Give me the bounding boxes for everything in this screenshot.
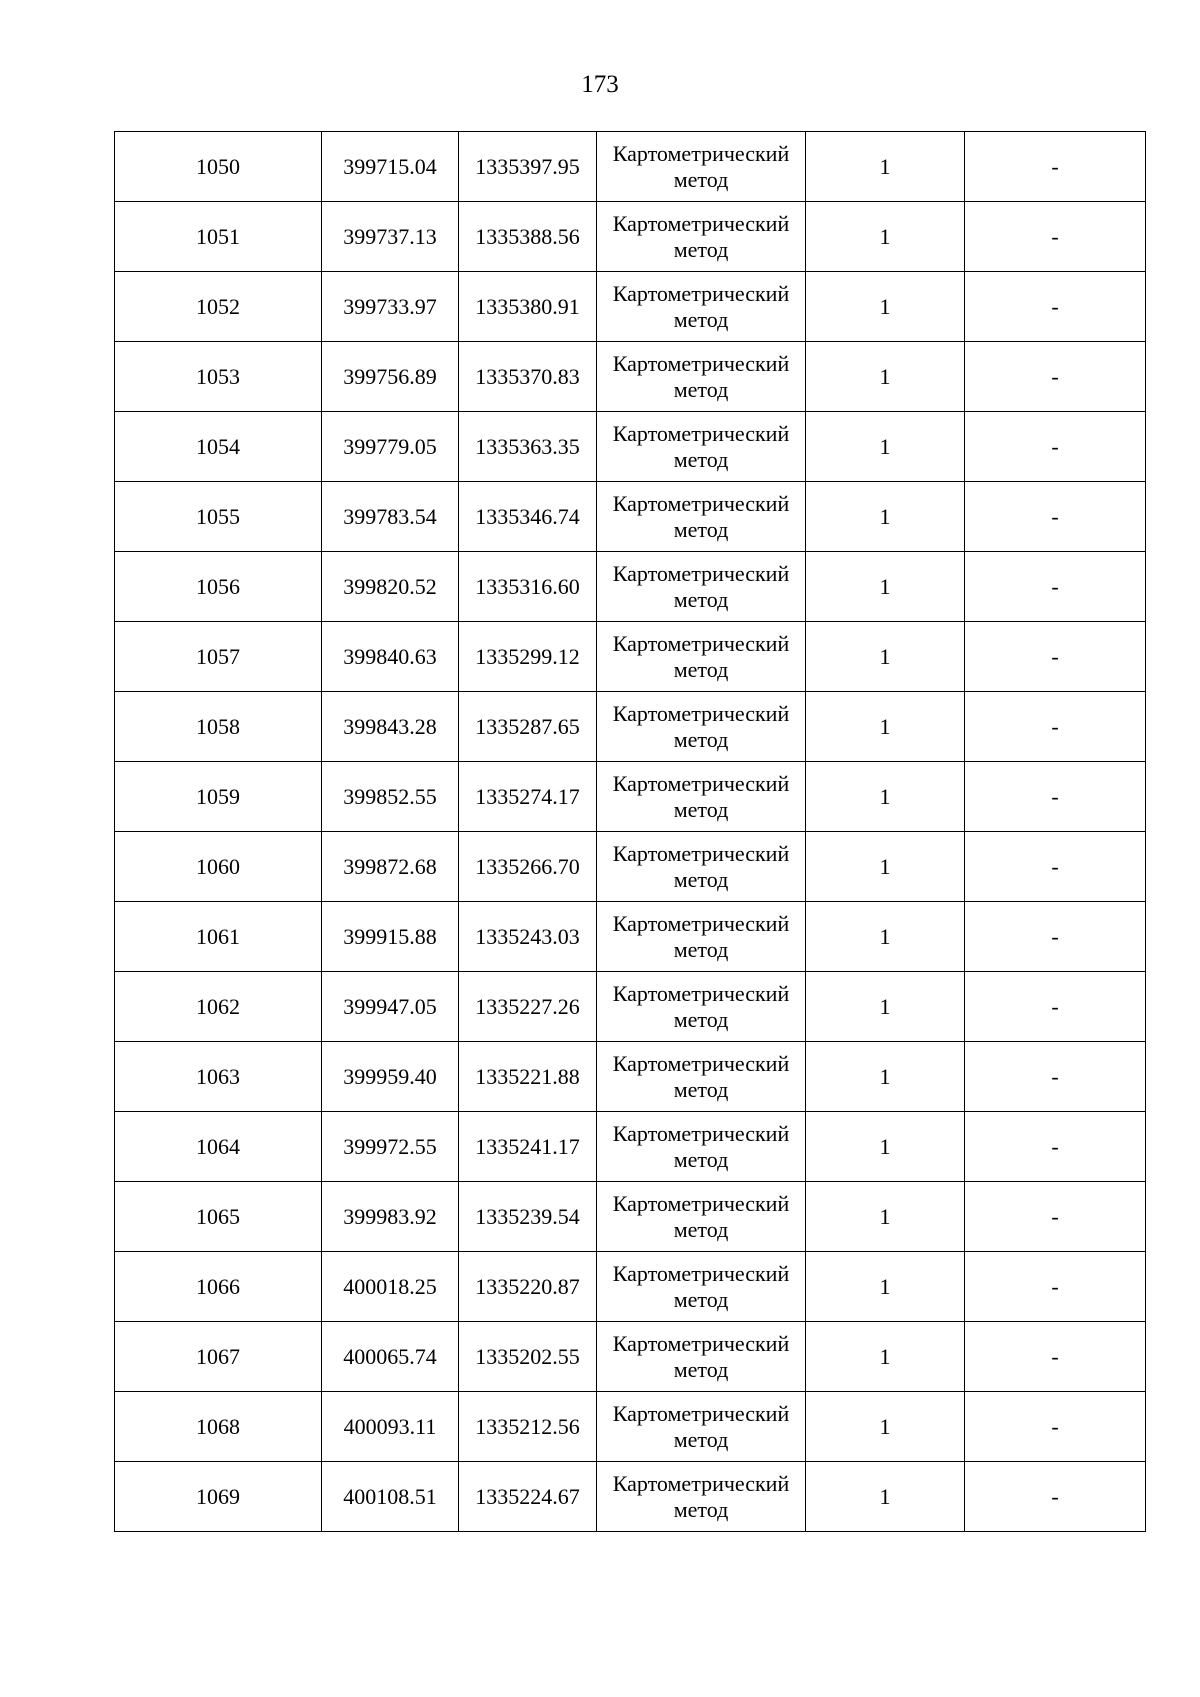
cell-point-number: 1051 <box>115 202 322 272</box>
cell-method <box>597 552 806 622</box>
method-line-1: Картометрический <box>612 1400 790 1426</box>
cell-method <box>597 692 806 762</box>
cell-x-coordinate: 399779.05 <box>322 412 459 482</box>
table-row <box>115 972 1146 1042</box>
cell-note: - <box>965 1252 1146 1322</box>
table-row <box>115 1322 1146 1392</box>
cell-accuracy: 1 <box>806 1252 965 1322</box>
method-line-1: Картометрический <box>612 560 790 586</box>
cell-method <box>597 1392 806 1462</box>
method-line-2: метод <box>673 1146 729 1172</box>
method-line-2: метод <box>673 236 729 262</box>
cell-accuracy: 1 <box>806 972 965 1042</box>
cell-y-coordinate: 1335212.56 <box>459 1392 597 1462</box>
table-row <box>115 622 1146 692</box>
cell-note: - <box>965 972 1146 1042</box>
cell-point-number: 1069 <box>115 1462 322 1532</box>
cell-y-coordinate: 1335224.67 <box>459 1462 597 1532</box>
cell-accuracy: 1 <box>806 342 965 412</box>
cell-note: - <box>965 1112 1146 1182</box>
method-line-1: Картометрический <box>612 630 790 656</box>
cell-note: - <box>965 1042 1146 1112</box>
cell-x-coordinate: 399733.97 <box>322 272 459 342</box>
cell-x-coordinate: 399840.63 <box>322 622 459 692</box>
cell-note: - <box>965 1392 1146 1462</box>
cell-point-number: 1054 <box>115 412 322 482</box>
page-number: 173 <box>581 71 619 98</box>
method-line-2: метод <box>673 1006 729 1032</box>
method-line-2: метод <box>673 866 729 892</box>
cell-x-coordinate: 399820.52 <box>322 552 459 622</box>
cell-y-coordinate: 1335241.17 <box>459 1112 597 1182</box>
method-line-2: метод <box>673 726 729 752</box>
cell-method <box>597 1112 806 1182</box>
table-row <box>115 552 1146 622</box>
cell-point-number: 1050 <box>115 132 322 202</box>
cell-accuracy: 1 <box>806 1042 965 1112</box>
cell-x-coordinate: 400108.51 <box>322 1462 459 1532</box>
table-row <box>115 132 1146 202</box>
cell-note: - <box>965 1322 1146 1392</box>
cell-accuracy: 1 <box>806 552 965 622</box>
method-line-2: метод <box>673 1076 729 1102</box>
method-line-2: метод <box>673 1356 729 1382</box>
method-line-1: Картометрический <box>612 210 790 236</box>
cell-accuracy: 1 <box>806 272 965 342</box>
table-row <box>115 1392 1146 1462</box>
cell-y-coordinate: 1335388.56 <box>459 202 597 272</box>
method-line-1: Картометрический <box>612 140 790 166</box>
cell-method <box>597 902 806 972</box>
method-line-1: Картометрический <box>612 1330 790 1356</box>
cell-point-number: 1057 <box>115 622 322 692</box>
cell-x-coordinate: 399783.54 <box>322 482 459 552</box>
cell-accuracy: 1 <box>806 622 965 692</box>
cell-accuracy: 1 <box>806 762 965 832</box>
cell-note: - <box>965 832 1146 902</box>
cell-y-coordinate: 1335220.87 <box>459 1252 597 1322</box>
table-row <box>115 1112 1146 1182</box>
cell-x-coordinate: 399983.92 <box>322 1182 459 1252</box>
cell-accuracy: 1 <box>806 832 965 902</box>
cell-note: - <box>965 902 1146 972</box>
method-line-1: Картометрический <box>612 1190 790 1216</box>
cell-accuracy: 1 <box>806 1112 965 1182</box>
method-line-1: Картометрический <box>612 1050 790 1076</box>
cell-point-number: 1052 <box>115 272 322 342</box>
cell-x-coordinate: 399715.04 <box>322 132 459 202</box>
method-line-2: метод <box>673 166 729 192</box>
cell-y-coordinate: 1335397.95 <box>459 132 597 202</box>
cell-x-coordinate: 400065.74 <box>322 1322 459 1392</box>
cell-accuracy: 1 <box>806 132 965 202</box>
cell-note: - <box>965 482 1146 552</box>
cell-note: - <box>965 202 1146 272</box>
cell-y-coordinate: 1335346.74 <box>459 482 597 552</box>
method-line-1: Картометрический <box>612 1120 790 1146</box>
method-line-2: метод <box>673 1286 729 1312</box>
cell-x-coordinate: 399756.89 <box>322 342 459 412</box>
cell-accuracy: 1 <box>806 902 965 972</box>
table-row <box>115 412 1146 482</box>
method-line-1: Картометрический <box>612 700 790 726</box>
table-body <box>115 132 1146 1532</box>
method-line-1: Картометрический <box>612 280 790 306</box>
method-line-2: метод <box>673 656 729 682</box>
method-line-1: Картометрический <box>612 350 790 376</box>
cell-y-coordinate: 1335274.17 <box>459 762 597 832</box>
table-row <box>115 692 1146 762</box>
table-row <box>115 1042 1146 1112</box>
cell-x-coordinate: 399737.13 <box>322 202 459 272</box>
cell-point-number: 1055 <box>115 482 322 552</box>
coordinates-table <box>114 131 1146 1532</box>
method-line-1: Картометрический <box>612 980 790 1006</box>
cell-note: - <box>965 622 1146 692</box>
cell-x-coordinate: 399852.55 <box>322 762 459 832</box>
cell-point-number: 1060 <box>115 832 322 902</box>
cell-point-number: 1065 <box>115 1182 322 1252</box>
cell-x-coordinate: 399959.40 <box>322 1042 459 1112</box>
cell-y-coordinate: 1335316.60 <box>459 552 597 622</box>
cell-method <box>597 762 806 832</box>
cell-note: - <box>965 132 1146 202</box>
cell-x-coordinate: 399972.55 <box>322 1112 459 1182</box>
cell-note: - <box>965 342 1146 412</box>
cell-point-number: 1053 <box>115 342 322 412</box>
cell-note: - <box>965 762 1146 832</box>
cell-point-number: 1062 <box>115 972 322 1042</box>
table-row <box>115 1252 1146 1322</box>
cell-accuracy: 1 <box>806 1182 965 1252</box>
cell-accuracy: 1 <box>806 202 965 272</box>
cell-y-coordinate: 1335370.83 <box>459 342 597 412</box>
cell-point-number: 1056 <box>115 552 322 622</box>
cell-point-number: 1059 <box>115 762 322 832</box>
cell-accuracy: 1 <box>806 482 965 552</box>
cell-method <box>597 972 806 1042</box>
method-line-1: Картометрический <box>612 420 790 446</box>
method-line-1: Картометрический <box>612 770 790 796</box>
method-line-2: метод <box>673 376 729 402</box>
cell-note: - <box>965 692 1146 762</box>
cell-accuracy: 1 <box>806 692 965 762</box>
method-line-2: метод <box>673 586 729 612</box>
cell-method <box>597 1252 806 1322</box>
table-row <box>115 272 1146 342</box>
cell-y-coordinate: 1335380.91 <box>459 272 597 342</box>
method-line-2: метод <box>673 306 729 332</box>
cell-y-coordinate: 1335287.65 <box>459 692 597 762</box>
cell-point-number: 1064 <box>115 1112 322 1182</box>
cell-accuracy: 1 <box>806 1322 965 1392</box>
method-line-2: метод <box>673 516 729 542</box>
cell-point-number: 1058 <box>115 692 322 762</box>
cell-y-coordinate: 1335363.35 <box>459 412 597 482</box>
cell-y-coordinate: 1335227.26 <box>459 972 597 1042</box>
cell-point-number: 1067 <box>115 1322 322 1392</box>
cell-method <box>597 412 806 482</box>
cell-method <box>597 622 806 692</box>
method-line-2: метод <box>673 936 729 962</box>
cell-y-coordinate: 1335299.12 <box>459 622 597 692</box>
cell-y-coordinate: 1335202.55 <box>459 1322 597 1392</box>
cell-method <box>597 832 806 902</box>
method-line-2: метод <box>673 1496 729 1522</box>
cell-method <box>597 1462 806 1532</box>
table-row <box>115 832 1146 902</box>
method-line-2: метод <box>673 446 729 472</box>
method-line-1: Картометрический <box>612 1260 790 1286</box>
cell-note: - <box>965 1462 1146 1532</box>
cell-accuracy: 1 <box>806 412 965 482</box>
method-line-2: метод <box>673 796 729 822</box>
cell-method <box>597 1182 806 1252</box>
method-line-1: Картометрический <box>612 1470 790 1496</box>
cell-point-number: 1068 <box>115 1392 322 1462</box>
cell-x-coordinate: 399872.68 <box>322 832 459 902</box>
table-row <box>115 1182 1146 1252</box>
cell-y-coordinate: 1335243.03 <box>459 902 597 972</box>
cell-x-coordinate: 400093.11 <box>322 1392 459 1462</box>
cell-x-coordinate: 400018.25 <box>322 1252 459 1322</box>
cell-note: - <box>965 412 1146 482</box>
cell-note: - <box>965 552 1146 622</box>
cell-accuracy: 1 <box>806 1462 965 1532</box>
method-line-1: Картометрический <box>612 910 790 936</box>
cell-y-coordinate: 1335221.88 <box>459 1042 597 1112</box>
cell-method <box>597 272 806 342</box>
cell-method <box>597 1042 806 1112</box>
cell-method <box>597 1322 806 1392</box>
cell-method <box>597 202 806 272</box>
cell-accuracy: 1 <box>806 1392 965 1462</box>
table-row <box>115 202 1146 272</box>
cell-point-number: 1061 <box>115 902 322 972</box>
cell-note: - <box>965 272 1146 342</box>
table-row <box>115 902 1146 972</box>
cell-x-coordinate: 399843.28 <box>322 692 459 762</box>
method-line-2: метод <box>673 1426 729 1452</box>
cell-y-coordinate: 1335266.70 <box>459 832 597 902</box>
table-row <box>115 342 1146 412</box>
cell-point-number: 1063 <box>115 1042 322 1112</box>
cell-note: - <box>965 1182 1146 1252</box>
cell-method <box>597 342 806 412</box>
method-line-2: метод <box>673 1216 729 1242</box>
cell-x-coordinate: 399947.05 <box>322 972 459 1042</box>
cell-y-coordinate: 1335239.54 <box>459 1182 597 1252</box>
cell-point-number: 1066 <box>115 1252 322 1322</box>
table-row <box>115 1462 1146 1532</box>
cell-method <box>597 482 806 552</box>
cell-method <box>597 132 806 202</box>
method-line-1: Картометрический <box>612 840 790 866</box>
table-row <box>115 762 1146 832</box>
table-row <box>115 482 1146 552</box>
method-line-1: Картометрический <box>612 490 790 516</box>
cell-x-coordinate: 399915.88 <box>322 902 459 972</box>
